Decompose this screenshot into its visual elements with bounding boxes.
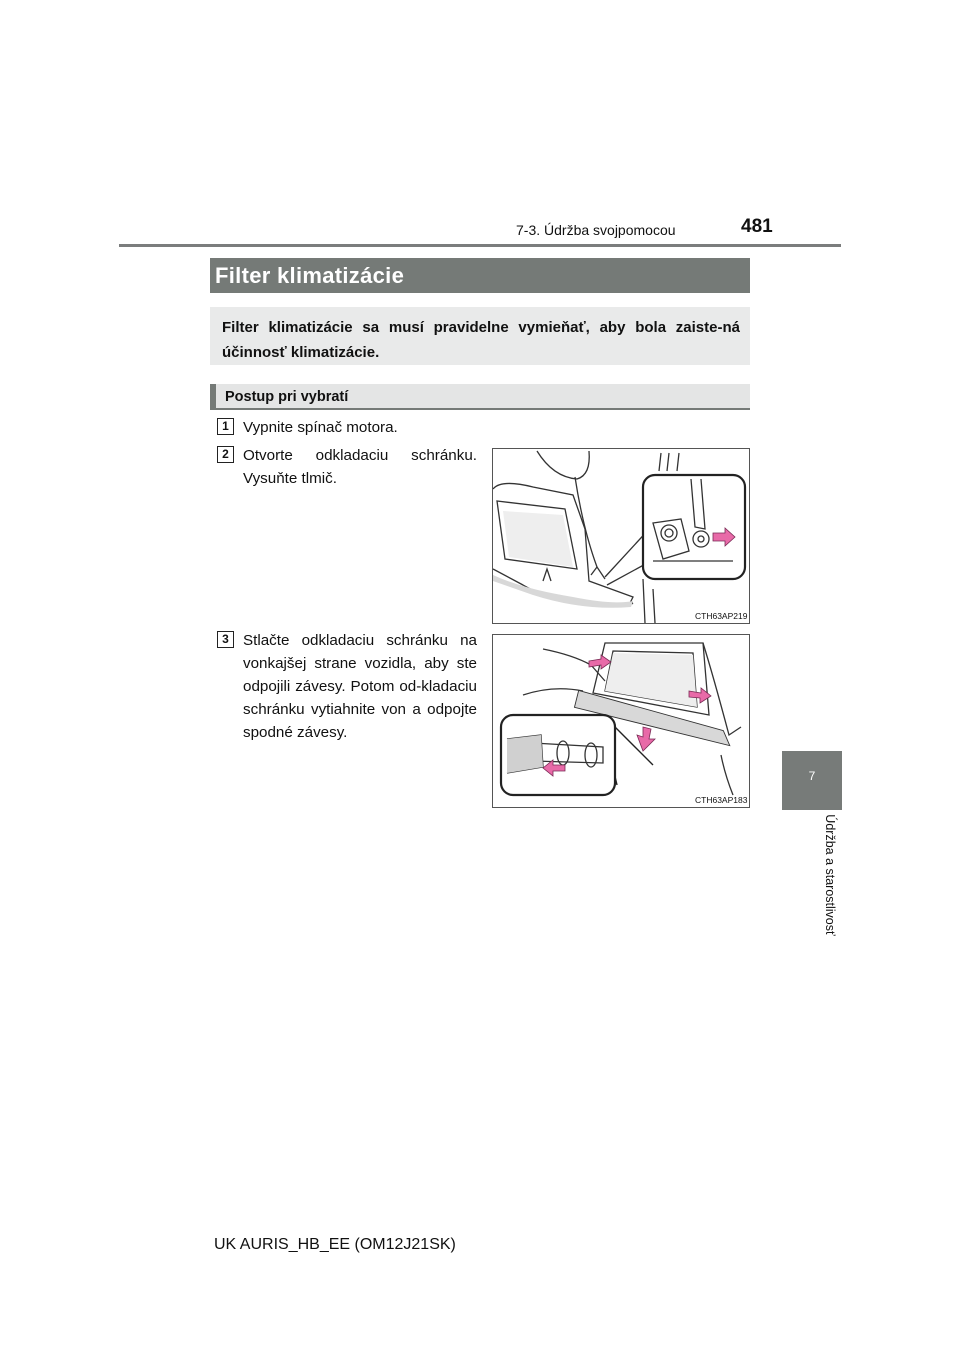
figure-damper (492, 448, 750, 624)
step-3-text: Stlačte odkladaciu schránku na vonkajšej strane vozidla, aby ste odpojili závesy. Potom od-kladaciu schránku vytiahnite von a odpojte spodné závesy. (243, 632, 477, 741)
header-rule (119, 244, 841, 247)
figure-hinges (492, 634, 750, 808)
step-2-number: 2 (217, 446, 234, 463)
section-heading: 7-3. Údržba svojpomocou (516, 222, 676, 238)
step-3-number: 3 (217, 631, 234, 648)
footer-code: UK AURIS_HB_EE (OM12J21SK) (214, 1236, 456, 1253)
step-2-text: Otvorte odkladaciu schránku. Vysuňte tlmič. (243, 447, 477, 487)
step-1-number: 1 (217, 418, 234, 435)
page-title: Filter klimatizácie (210, 258, 750, 293)
figure-code: CTH63AP183 (695, 795, 748, 805)
page-number: 481 (741, 216, 773, 237)
glovebox-damper-illustration (493, 449, 749, 623)
subsection-heading: Postup pri vybratí (210, 384, 750, 410)
figure-code: CTH63AP219 (695, 611, 748, 621)
intro-box: Filter klimatizácie sa musí pravidelne vymieňať, aby bola zaiste-ná účinnosť klimatizácie. (210, 307, 750, 365)
chapter-label: Údržba a starostlivosť (823, 814, 837, 936)
chapter-number: 7 (808, 769, 816, 783)
step-1-text: Vypnite spínač motora. (243, 419, 398, 436)
glovebox-hinge-illustration (493, 635, 749, 807)
